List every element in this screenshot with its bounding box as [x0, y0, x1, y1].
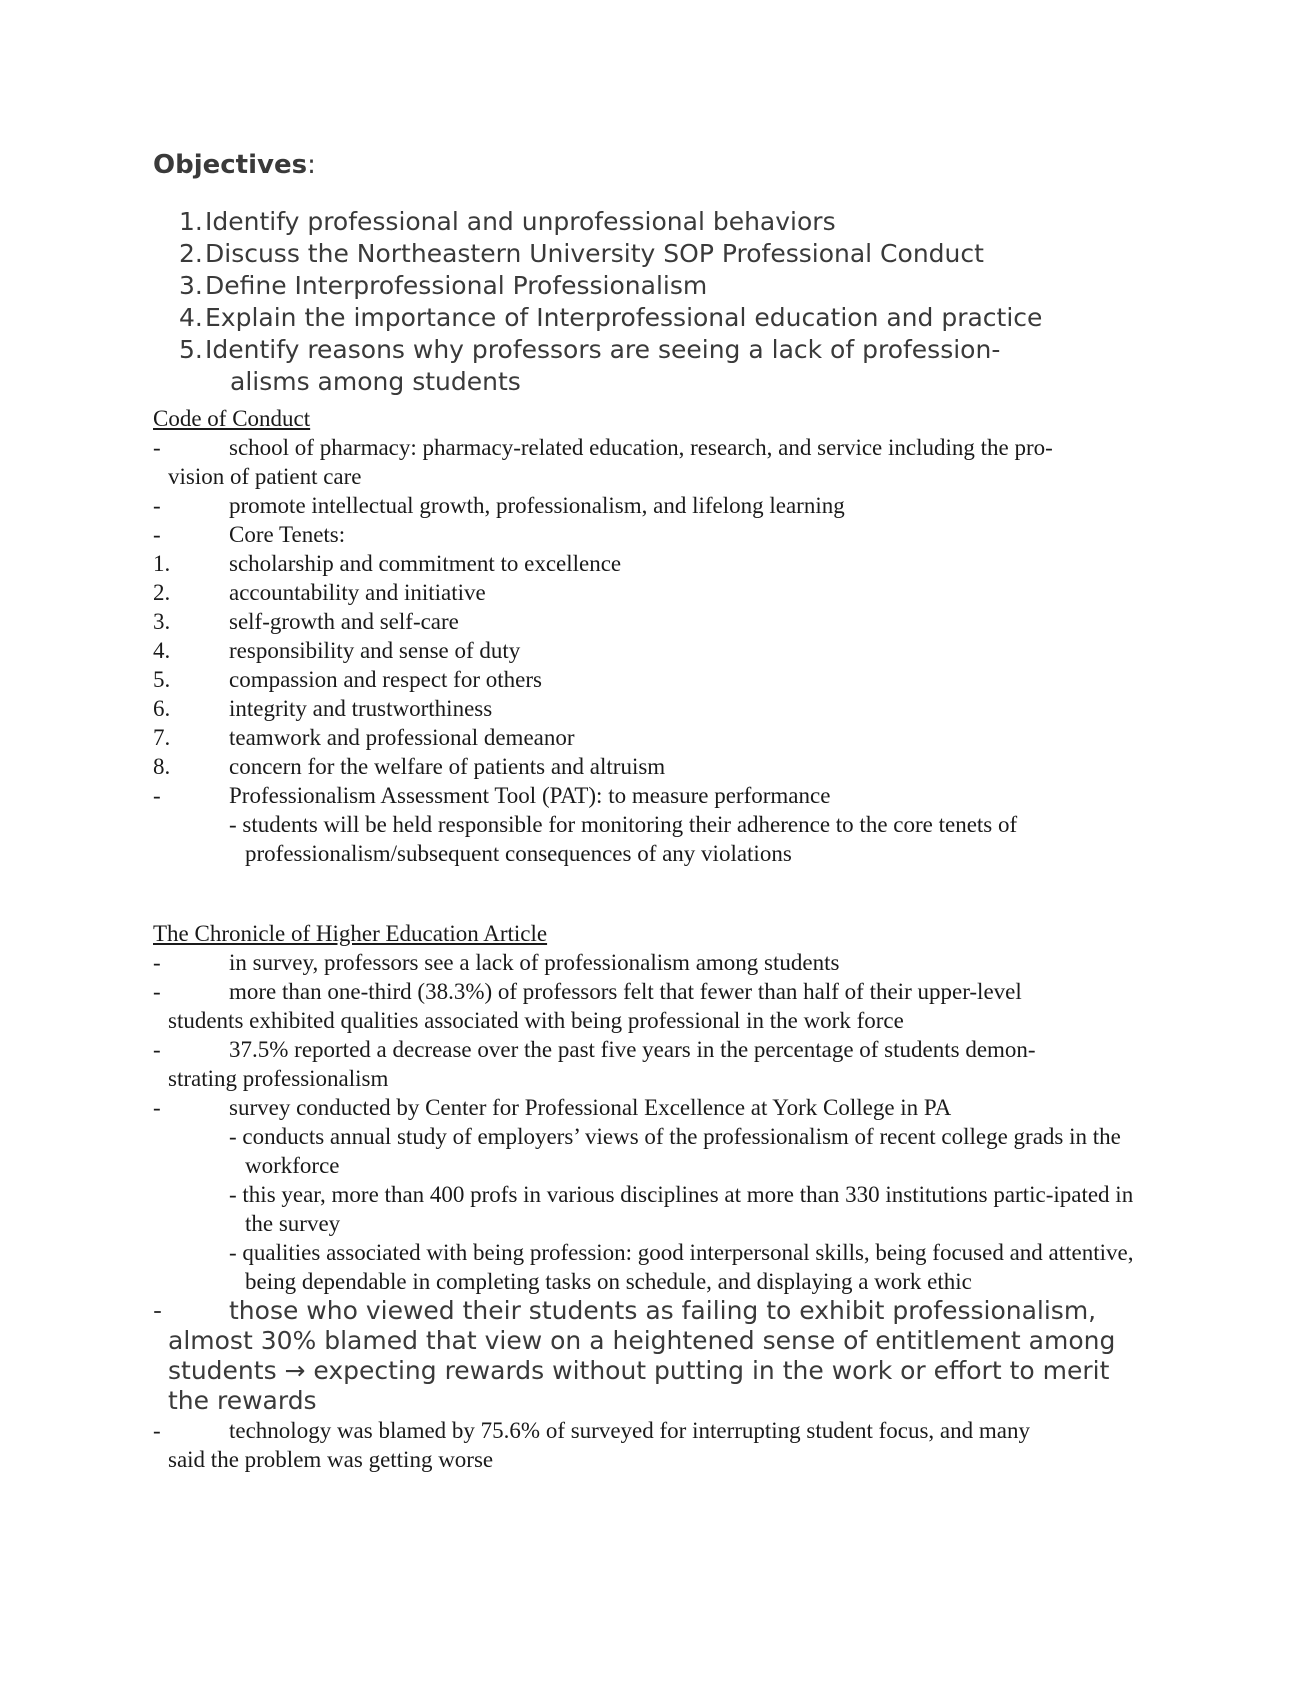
sub-bullet: - qualities associated with being profession: good interpersonal skills, being focused and attentive, being dependable in completing tasks on schedule, and displaying a work ethic — [229, 1240, 1134, 1294]
sub-bullet: - conducts annual study of employers’ views of the professionalism of recent college grads in the workforce — [229, 1124, 1121, 1178]
bullet-item: - 37.5% reported a decrease over the past five years in the percentage of students demon- strating professionalism — [153, 1037, 1036, 1091]
tenet-item: 3. self-growth and self-care — [153, 609, 459, 634]
objective-item: 5. Identify reasons why professors are seeing a lack of profession- alisms among students — [179, 335, 1001, 396]
chronicle-section — [153, 919, 1153, 1474]
objective-item: 2. Discuss the Northeastern University SOP Professional Conduct — [179, 239, 984, 268]
bullet-item: - those who viewed their students as failing to exhibit professionalism, almost 30% blamed that view on a heightened sense of entitlement among students → expecting rewards without putting in the work or effort to merit the rewards — [153, 1296, 1116, 1415]
tenet-item: 1. scholarship and commitment to excellence — [153, 551, 622, 576]
sub-bullet: - this year, more than 400 profs in various disciplines at more than 330 institutions partic-ipated in the survey — [229, 1182, 1134, 1236]
sub-bullet: - students will be held responsible for monitoring their adherence to the core tenets of professionalism/subsequent consequences of any violations — [229, 812, 1018, 866]
tenet-item: 8. concern for the welfare of patients and altruism — [153, 754, 666, 779]
objective-item: 1. Identify professional and unprofessional behaviors — [179, 207, 836, 236]
bullet-item: - in survey, professors see a lack of professionalism among students — [153, 950, 840, 975]
objective-item: 4. Explain the importance of Interprofessional education and practice — [179, 303, 1043, 332]
objective-item: 3. Define Interprofessional Professionalism — [179, 271, 708, 300]
code-of-conduct-section — [153, 404, 1153, 868]
bullet-item: - Professionalism Assessment Tool (PAT): to measure performance — [153, 783, 831, 808]
tenet-item: 2. accountability and initiative — [153, 580, 486, 605]
bullet-item: - more than one-third (38.3%) of professors felt that fewer than half of their upper-level students exhibited qualities associated with being professional in the work force — [153, 979, 1022, 1033]
bullet-item: - school of pharmacy: pharmacy-related education, research, and service including the pro- vision of patient care — [153, 435, 1053, 489]
bullet-item: - promote intellectual growth, professionalism, and lifelong learning — [153, 493, 845, 518]
bullet-item: - technology was blamed by 75.6% of surveyed for interrupting student focus, and many said the problem was getting worse — [153, 1418, 1030, 1472]
section-title: The Chronicle of Higher Education Article — [153, 921, 548, 946]
objectives-list — [153, 206, 1153, 398]
bullet-item: - Core Tenets: — [153, 522, 346, 547]
tenet-item: 5. compassion and respect for others — [153, 667, 542, 692]
tenet-item: 6. integrity and trustworthiness — [153, 696, 493, 721]
tenet-item: 7. teamwork and professional demeanor — [153, 725, 575, 750]
tenet-item: 4. responsibility and sense of duty — [153, 638, 521, 663]
section-title: Code of Conduct — [153, 406, 311, 431]
objectives-heading: Objectives: — [153, 150, 316, 180]
bullet-item: - survey conducted by Center for Professional Excellence at York College in PA — [153, 1095, 952, 1120]
